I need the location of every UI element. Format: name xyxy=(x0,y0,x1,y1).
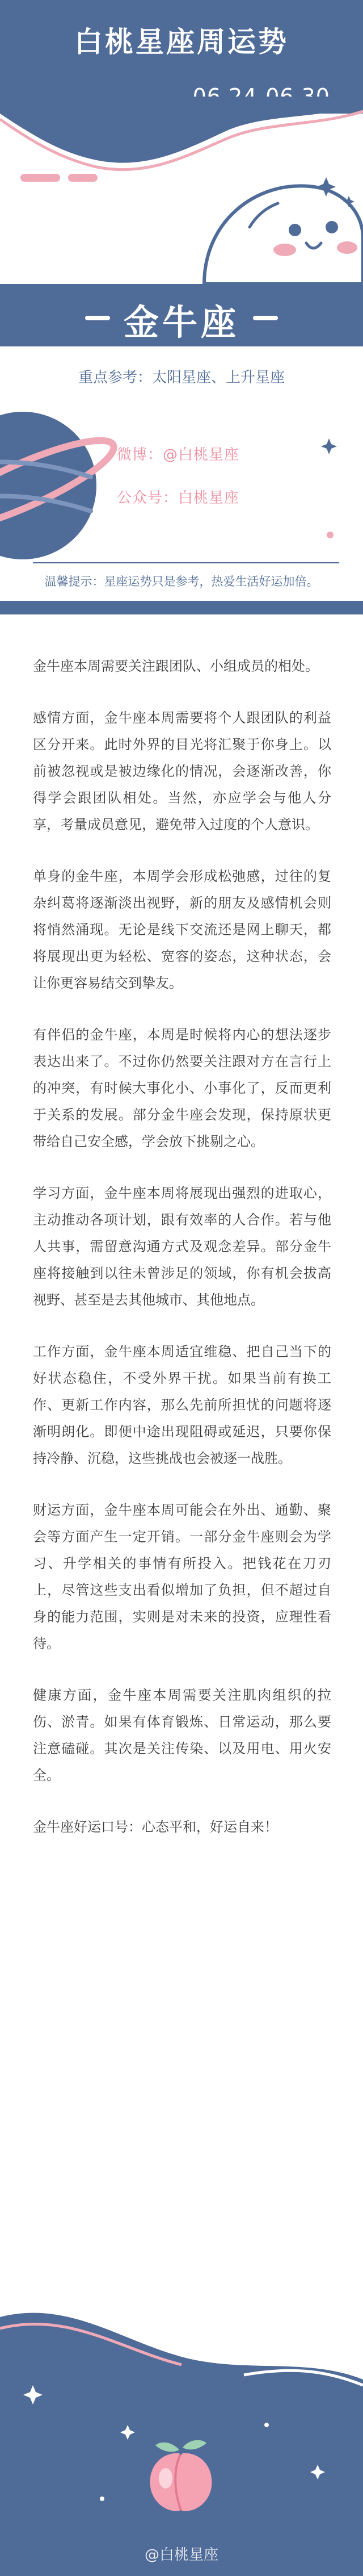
wealth-paragraph: 财运方面，金牛座本周可能会在外出、通勤、聚会等方面产生一定开销。一部分金牛座则会为学习、升学相关的事情有所投入。把钱花在刀刃上，尽管这些支出看似增加了负担，但不超过自身的能力范围，实则是对未来的投资，应理性看待。 xyxy=(33,1502,331,1651)
pink-pill-decoration xyxy=(20,174,60,182)
ghost-mascot-icon xyxy=(187,170,363,284)
focus-reference: 重点参考：太阳星座、上升星座 xyxy=(78,369,285,386)
lucky-slogan: 金牛座好运口号：心态平和，好运自来！ xyxy=(33,1819,278,1835)
partnered-paragraph: 有伴侣的金牛座，本周是时候将内心的想法逐步表达出来了。不过你仍然要关注跟对方在言行上的冲突，有时候大事化小、小事化了，反而更利于关系的发展。部分金牛座会发现，保持原状更带给自己安全感，学会放下挑剔之心。 xyxy=(33,1027,331,1149)
weibo-handle: 微博：@白桃星座 xyxy=(117,446,240,463)
tip-divider-top xyxy=(33,562,339,563)
watermark: @白桃星座 xyxy=(144,2546,218,2564)
study-paragraph: 学习方面，金牛座本周将展现出强烈的进取心，主动推动各项计划，跟有效率的人合作。若与他人共事，需留意沟通方式及观念差异。部分金牛座将接触到以往未曾涉足的领域，你有机会拔高视野、甚至是去其他城市、其他地点。 xyxy=(33,1185,331,1308)
work-paragraph: 工作方面，金牛座本周适宜维稳、把自己当下的好状态稳住，不受外界干扰。如果当前有换工作、更新工作内容，那么先前所担忧的问题将逐渐明朗化。即便中途出现阻碍或延迟，只要你保持冷静、沉稳，这些挑战也会被逐一战胜。 xyxy=(33,1344,331,1466)
single-paragraph: 单身的金牛座，本周学会形成松弛感，过往的复杂纠葛将逐渐淡出视野，新的朋友及感情机会则将悄然涌现。无论是线下交流还是网上聊天，都将展现出更为轻松、宽容的姿态，这种状态，会让你更容易结交到挚友。 xyxy=(33,868,331,991)
page-title: 白桃星座周运势 xyxy=(74,26,289,58)
intro-paragraph: 金牛座本周需要关注跟团队、小组成员的相处。 xyxy=(33,658,319,674)
warm-tip: 温馨提示：星座运势只是参考，热爱生活好运加倍。 xyxy=(44,575,319,588)
ringed-planet-icon xyxy=(0,392,136,579)
wechat-account: 公众号：白桃星座 xyxy=(117,490,240,507)
section-divider-band xyxy=(0,601,363,614)
peach-icon xyxy=(138,2431,223,2516)
sparkle-star-icon xyxy=(318,433,340,546)
horoscope-content xyxy=(33,653,331,1866)
zodiac-name: 金牛座 xyxy=(123,302,239,343)
pink-pill-decoration xyxy=(68,174,98,182)
health-paragraph: 健康方面，金牛座本周需要关注肌肉组织的拉伤、淤青。如果有体育锻炼、日常运动，那么要注意磕碰。其次是关注传染、以及用电、用火安全。 xyxy=(33,1687,331,1783)
love-paragraph: 感情方面，金牛座本周需要将个人跟团队的利益区分开来。此时外界的目光将汇聚于你身上。以前被忽视或是被边缘化的情况，会逐渐改善，你得学会跟团队相处。当然，亦应学会与他人分享，考量成员意见，避免带入过度的个人意识。 xyxy=(33,710,331,833)
header-wave-decoration xyxy=(0,97,363,176)
